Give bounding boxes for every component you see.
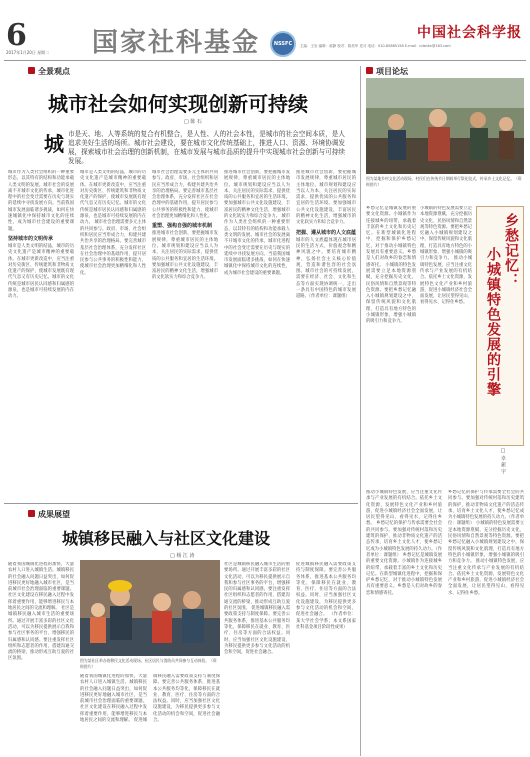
section-title: 国家社科基金 <box>92 28 261 58</box>
feature-column-2: 小城镇的特色发展需要立足本地资源禀赋，充分挖掘历史文化、民俗风情和自然景观等特色资源。要把乡愁记忆融入小城镇规划建设之中，保留传统风貌和文化肌理，打造具有地方特色的小城镇形象，增强小城镇的吸引力和竞争力。 推动小城镇特色发展，应当注重文化传承与产业发展的有机结合。依托乡土文化资源，发展特色文化产业和乡村旅游，促进小城镇经济社会全面发展，让居民望得见山、看得见水、记得住乡愁。 <box>420 206 472 306</box>
byline-bottom: □ 杨 江 涛 <box>170 553 195 559</box>
feature-title-box <box>476 206 524 446</box>
top-article-column-1: 城市作为人类社会组织的一种重要形态，以其特有的结构和功能承载人类文明的发展。城市社会的发展离不开城市文化的传承，城市化进程中的社会变迁需要在历史与现实的延续中寻找发展方向。当前我国城市发展面临诸多挑战，如何在快速城镇化中保持城市文化的连续性，成为城市社会建设的重要课题。 坚持城市的文明传承 城市是人类文明的结晶，城市的历史文化遗产是城市精神的重要载体。在城市更新改造中，应当注重对历史街区、传统建筑和非物质文化遗产的保护，使城市发展既有现代气息又有历史记忆。城市的文化传统是城市居民认同感和归属感的源泉，也是城市可持续发展的内在动力。 <box>8 170 74 300</box>
lede-paragraph: 市是天、地、人等系统的复合有机整合，是人性、人的社会本性，是城市的社会空间本质，是人追求美好生活的场所。城市社会建设，要在城市文化传统基础上，推进人口、资源、环境协调发展，探索城市社会治理的创新机制，在城市发展与城市品质的提升中实现城市社会创新与可持续发展。 <box>68 130 345 165</box>
subheading-1: 坚持城市的文明传承 <box>8 235 54 242</box>
headline-top: 城市社会如何实现创新可持续 <box>48 92 308 116</box>
top-article-column-5: 推进城市社会创新，要把握城市发展规律，尊重城市居民的主体地位。城市规划和建设应当以人为本，关注居民的实际需求，提供优质的公共服务和宜居的生活环境。要加强城市公共文化设施建设，丰富居民的精神文化生活，增强城市的文化软实力和综合竞争力。 把握、遵从城市的人文底蕴 城市的人文底蕴体现在城市居民的生活方式、价值观念和精神风貌之中。要培育城市精神，弘扬社会主义核心价值观，营造和谐包容的社会氛围。城市社会的可持续发展，需要在经济、社会、文化和生态等方面实现协调统一，走出一条具有中国特色的城市发展道路。（作者单位：课题组） <box>296 170 356 300</box>
newspaper-name: 中国社会科学报 <box>417 25 522 41</box>
subheading-3: 把握、遵从城市的人文底蕴 <box>296 229 356 236</box>
photo-village-ceremony <box>366 78 524 174</box>
bottom-article-column-3: 促进城镇移民融入需要政策支持与制度保障。要完善公共服务体系，推进基本公共服务均等化，保障移民在就业、教育、医疗、住房等方面的合法权益。同时，应当加强社区文化设施建设，为移民提供更多参与文化活动的机会和空间，促进社会融合。 （作者单位：某大学社会学系；本文系国家社科基金项目阶段性成果） <box>296 562 356 630</box>
feature-column-3: 推动小城镇特色发展，应当注重文化传承与产业发展的有机结合。依托乡土文化资源，发展特色文化产业和乡村旅游，促进小城镇经济社会全面发展，让居民望得见山、看得见水、记得住乡愁。 乡愁记忆的保护与传承需要全社会的共同参与。要加强对传统村落和历史建筑的保护，推动非物质文化遗产的活态传承，培育乡土文化人才，使乡愁记忆成为小城镇特色发展的持久动力。（作者单位：课题组） 乡愁记忆是城镇发展的重要文化资源。小城镇作为连接城乡的纽带，承载着丰富的乡土文化和历史记忆。在新型城镇化进程中，挖掘和保护乡愁记忆，对于推动小城镇特色发展具有重要意义。乡愁是人们对故乡的眷恋和情感寄托。 <box>366 490 442 596</box>
feature-column-1: 乡愁记忆是城镇发展的重要文化资源。小城镇作为连接城乡的纽带，承载着丰富的乡土文化和历史记忆。在新型城镇化进程中，挖掘和保护乡愁记忆，对于推动小城镇特色发展具有重要意义。乡愁是人们对故乡的眷恋和情感寄托。 小城镇的特色发展需要立足本地资源禀赋，充分挖掘历史文化、民俗风情和自然景观等特色资源。要把乡愁记忆融入小城镇规划建设之中，保留传统风貌和文化肌理，打造具有地方特色的小城镇形象，增强小城镇的吸引力和竞争力。 <box>366 206 416 325</box>
photo-community-event <box>80 560 220 656</box>
photo-illustration <box>366 78 524 174</box>
date-line: 2017年1月20日 星期二 <box>6 50 50 55</box>
masthead-rule <box>4 60 526 61</box>
byline-top: □ 陈 石 <box>184 119 202 125</box>
dropcap: 城 <box>44 132 64 156</box>
bottom-article-column-2: 社区是城镇移民融入城市生活的重要场所。通过开展丰富多彩的社区文化活动，可以为移民提供展示自我和参与社区事务的平台，增强移民的归属感和认同感。要注重发挥社区组织和志愿者的作用，搭建沟通交流的桥梁，推动形成互助互爱的社区氛围。 促进城镇移民融入需要政策支持与制度保障。要完善公共服务体系，推进基本公共服务均等化，保障移民在就业、教育、医疗、住房等方面的合法权益。同时，应当加强社区文化设施建设，为移民提供更多参与文化活动的机会和空间，促进社会融合。 <box>224 562 290 656</box>
top-article-column-3: 城市社会治理需要多元主体的共同参与。政府、市场、社会组织和居民应当形成合力，构建共建共治共享的治理格局。要完善城市基层社会治理体系，充分发挥社区在社会治理中的基础作用，提升居民参与公共事务的积极性和能力，使城市社会治理更加精细化和人性化。 重塑、强构自强的城市机制 推进城市社会创新，要把握城市发展规律，尊重城市居民的主体地位。城市规划和建设应当以人为本，关注居民的实际需求，提供优质的公共服务和宜居的生活环境。要加强城市公共文化设施建设，丰富居民的精神文化生活，增强城市的文化软实力和综合竞争力。 <box>152 170 218 281</box>
section-rule <box>4 503 358 504</box>
bottom-article-column-1: 随着我国城镇化进程的加快，大量农村人口进入城镇生活。城镇移民的社会融入问题日益突出，如何促进移民更好地融入城市社区，是当前城市社会治理面临的重要课题。社区文化建设在移民融入过程中发挥着重要作用，能够增进移民与本地居民之间的交流和理解。 社区是城镇移民融入城市生活的重要场所。通过开展丰富多彩的社区文化活动，可以为移民提供展示自我和参与社区事务的平台，增强移民的归属感和认同感。要注重发挥社区组织和志愿者的作用，搭建沟通交流的桥梁，推动形成互助互爱的社区氛围。 <box>8 562 74 662</box>
photo-caption-right: 图为某地乡村文化活动现场，村民们在传统节日期间举行祭祀仪式，传承乡土文化记忆。（资料图片） <box>366 176 522 187</box>
feature-column-4: 乡愁记忆的保护与传承需要全社会的共同参与。要加强对传统村落和历史建筑的保护，推动非物质文化遗产的活态传承，培育乡土文化人才，使乡愁记忆成为小城镇特色发展的持久动力。（作者单位：课题组） 小城镇的特色发展需要立足本地资源禀赋，充分挖掘历史文化、民俗风情和自然景观等特色资源。要把乡愁记忆融入小城镇规划建设之中，保留传统风貌和文化肌理，打造具有地方特色的小城镇形象，增强小城镇的吸引力和竞争力。 推动小城镇特色发展，应当注重文化传承与产业发展的有机结合。依托乡土文化资源，发展特色文化产业和乡村旅游，促进小城镇经济社会全面发展，让居民望得见山、看得见水、记得住乡愁。 <box>448 490 524 596</box>
masthead <box>0 0 530 60</box>
top-article-column-2: 城市是人类文明的结晶，城市的历史文化遗产是城市精神的重要载体。在城市更新改造中，应当注重对历史街区、传统建筑和非物质文化遗产的保护，使城市发展既有现代气息又有历史记忆。城市的文化传统是城市居民认同感和归属感的源泉，也是城市可持续发展的内在动力。 城市社会治理需要多元主体的共同参与。政府、市场、社会组织和居民应当形成合力，构建共建共治共享的治理格局。要完善城市基层社会治理体系，充分发挥社区在社会治理中的基础作用，提升居民参与公共事务的积极性和能力，使城市社会治理更加精细化和人性化。 <box>80 170 146 276</box>
section-label-top: 全景观点 <box>28 66 70 77</box>
bottom-article-column-under-photo: 随着我国城镇化进程的加快，大量农村人口进入城镇生活。城镇移民的社会融入问题日益突出，如何促进移民更好地融入城市社区，是当前城市社会治理面临的重要课题。社区文化建设在移民融入过程中发挥着重要作用，能够增进移民与本地居民之间的交流和理解。 促进城镇移民融入需要政策支持与制度保障。要完善公共服务体系，推进基本公共服务均等化，保障移民在就业、教育、医疗、住房等方面的合法权益。同时，应当加强社区文化设施建设，为移民提供更多参与文化活动的机会和空间，促进社会融合。 <box>80 674 220 724</box>
top-article-column-4: 推进城市社会创新，要把握城市发展规律，尊重城市居民的主体地位。城市规划和建设应当以人为本，关注居民的实际需求，提供优质的公共服务和宜居的生活环境。要加强城市公共文化设施建设，丰富居民的精神文化生活，增强城市的文化软实力和综合竞争力。 城市作为人类社会组织的一种重要形态，以其特有的结构和功能承载人类文明的发展。城市社会的发展离不开城市文化的传承，城市化进程中的社会变迁需要在历史与现实的延续中寻找发展方向。当前我国城市发展面临诸多挑战，如何在快速城镇化中保持城市文化的连续性，成为城市社会建设的重要课题。 <box>224 170 290 276</box>
section-label-right: 项目论坛 <box>366 66 408 77</box>
feature-title-line-1: 乡愁记忆： <box>503 213 519 288</box>
column-divider <box>360 66 361 756</box>
nssfc-logo: NSSFC <box>270 31 296 57</box>
subheading-2: 重塑、强构自强的城市机制 <box>152 223 213 230</box>
byline-right: □ 卓 新 宇 <box>500 448 506 474</box>
section-label-bottom: 成果展望 <box>28 509 70 520</box>
headline-bottom: 城镇移民融入与社区文化建设 <box>62 529 271 548</box>
editor-info-line: 主编：王岩 编辑：郝静 校对：陈美华 见习 电话：010-85885158 E-mail：ndshkx@163.com <box>300 44 451 48</box>
page-number: 6 <box>6 18 27 53</box>
feature-title-line-2: 小城镇特色发展的引擎 <box>485 247 501 397</box>
photo-caption-bottom: 图为某社区举办的移民文化活动现场，社区居民与消防员共同参与互动体验。（资料图片） <box>80 658 217 669</box>
photo-illustration <box>80 560 220 656</box>
